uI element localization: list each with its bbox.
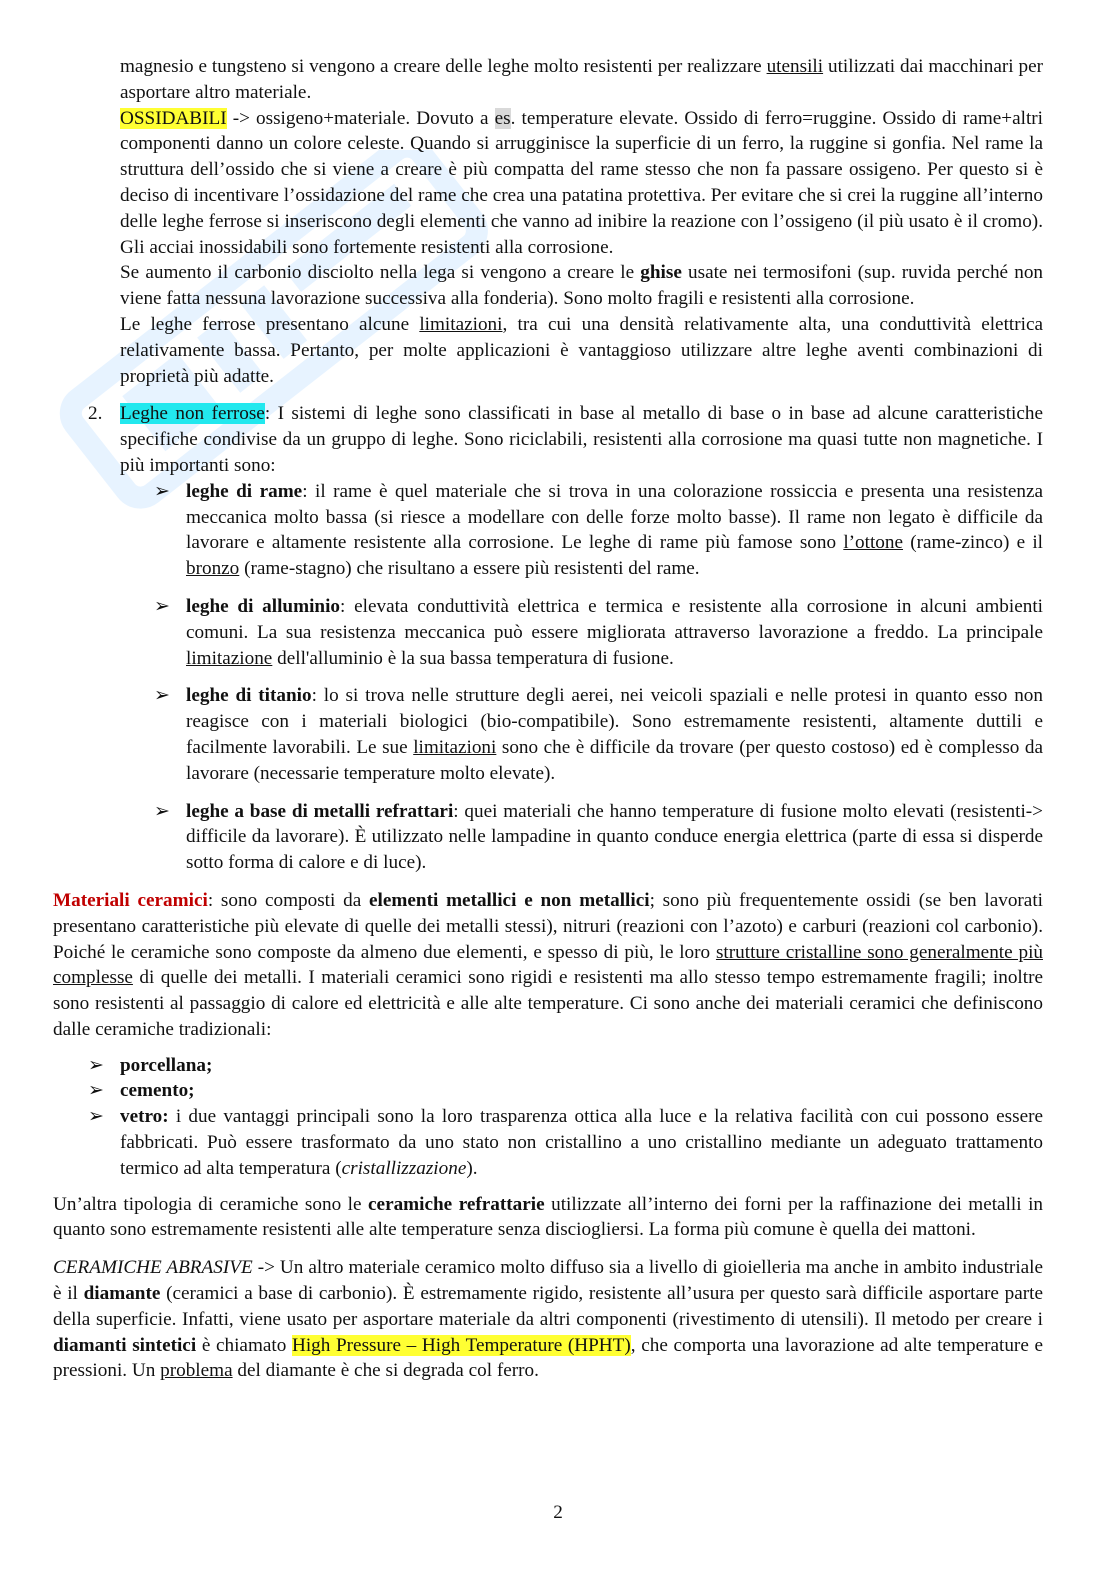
list-item-cemento: ➢ cemento; [120,1078,1043,1104]
arrow-bullet-icon: ➢ [88,1080,105,1102]
arrow-bullet-icon: ➢ [88,1054,105,1076]
page-number: 2 [553,1502,563,1523]
arrow-bullet-icon: ➢ [154,595,171,617]
list-item-leghe-titanio: ➢ leghe di titanio: lo si trova nelle strutture degli aerei, nei veicoli spaziali e nelle protesi in quanto esso non reagisce con i materiali biologici (bio-compatibile). Sono estremamente resistenti, altamente duttili e facilmente lavorabili. Le sue limitazioni sono che è difficile da trovare (per questo costoso) ed è complesso da lavorare (necessarie temperature molto elevate). [154,685,1044,784]
highlight-hpht: High Pressure – High Temperature (HPHT) [291,1334,631,1356]
list-item-porcellana: ➢ porcellana; [120,1053,1043,1079]
paragraph-ceramiche-abrasive: CERAMICHE ABRASIVE -> Un altro materiale ceramico molto diffuso sia a livello di gioielleria ma anche in ambito industriale è il diamante (ceramici a base di carbonio). È estremamente rigido, resistente all’usura per questo sarà difficile asportare parte della superficie. Infatti, viene usato per asportare materiale da altri componenti (rivestimento di utensili). Il metodo per creare i diamanti sintetici è chiamato High Pressure – High Temperature (HPHT), che comporta una lavorazione ad alte temperature e pressioni. Un problema del diamante è che si degrada col ferro. [53,1257,1044,1382]
arrow-bullet-icon: ➢ [154,800,171,822]
arrow-bullet-icon: ➢ [154,480,171,502]
paragraph-limitazioni: Le leghe ferrose presentano alcune limitazioni, tra cui una densità relativamente alta, una conduttività elettrica relativamente bassa. Pertanto, per molte applicazioni è vantaggioso utilizzare altre leghe aventi combinazioni di proprietà più adatte. [120,313,1043,387]
highlight-ossidabili: OSSIDABILI [120,107,227,129]
list-item-leghe-refrattari: ➢ leghe a base di metalli refrattari: quei materiali che hanno temperature di fusione molto elevati (resistenti-> difficile da lavorare). È utilizzato nelle lampadine in quanto conduce energia elettrica (parte di essa si disperde sotto forma di calore e di luce). [154,800,1043,874]
list-item-leghe-non-ferrose: 2. Leghe non ferrose: I sistemi di leghe sono classificati in base al metallo di base o in base ad alcune caratteristiche specifiche condivise da un gruppo di leghe. Sono riciclabili, resistenti alla corrosione ma quasi tutte non magnetiche. I più importanti sono: [88,403,1044,476]
leghe-list [154,479,1044,876]
arrow-bullet-icon: ➢ [154,685,171,707]
list-number: 2. [88,403,103,425]
arrow-bullet-icon: ➢ [88,1106,105,1128]
heading-materiali-ceramici: Materiali ceramici [53,889,208,911]
paragraph-materiali-ceramici: Materiali ceramici: sono composti da elementi metallici e non metallici; sono più frequentemente ossidi (se ben lavorati presentano caratteristiche più elevate di quelle dei metalli stessi), nitruri (reazioni con l’azoto) e carburi (reazioni col carbonio). Poiché le ceramiche sono composte da almeno due elementi, e spesso di più, le loro strutture cristalline sono generalmente più complesse di quelle dei metalli. I materiali ceramici sono rigidi e resistenti ma allo stesso tempo estremamente fragili; inoltre sono resistenti al passaggio di calore ed elettricità e alle alte temperature. Ci sono anche dei materiali ceramici che definiscono dalle ceramiche tradizionali: [53,889,1043,1040]
paragraph-ossidabili: OSSIDABILI -> ossigeno+materiale. Dovuto a es. temperature elevate. Ossido di ferro=ruggine. Ossido di rame+altri componenti danno un colore celeste. Quando si arrugginisce la superficie di un ferro, la ruggine si gonfia. Nel rame la struttura dell’ossido che si viene a creare è più compatta del rame stesso che non fa passare ossigeno. Per questo si è deciso di incentivare l’ossidazione del rame che crea una patatina protettiva. Per evitare che si crei la ruggine all’interno delle leghe ferrose si inseriscono degli elementi che vanno ad inibire la reazione con l’ossigeno (il più usato è il cromo). Gli acciai inossidabili sono fortemente resistenti alla corrosione. [120,107,1044,258]
list-item-leghe-rame: ➢ leghe di rame: il rame è quel materiale che si trova in una colorazione rossiccia e presenta una resistenza meccanica molto bassa (si riesce a modellare con delle forze molto basse). Il rame non legato è difficile da lavorare e altamente resistente alla corrosione. Le leghe di rame più famose sono l’ottone (rame-zinco) e il bronzo (rame-stagno) che risultano a essere più resistenti del rame. [154,480,1044,580]
ceramiche-list [88,1053,1043,1182]
document-body [53,54,1043,1384]
highlight-leghe-non-ferrose: Leghe non ferrose [120,403,265,425]
paragraph-tungsteno: magnesio e tungsteno si vengono a creare delle leghe molto resistenti per realizzare utensili utilizzati dai macchinari per asportare altro materiale. [120,56,1043,103]
paragraph-ceramiche-refrattarie: Un’altra tipologia di ceramiche sono le ceramiche refrattarie utilizzate all’interno dei forni per la raffinazione dei metalli in quanto sono estremamente resistenti alle alte temperature senza disciogliersi. La forma più comune è quella dei mattoni. [53,1193,1043,1241]
list-item-vetro: ➢ vetro: i due vantaggi principali sono la loro trasparenza ottica alla luce e la relativa facilità con cui possono essere fabbricati. Può essere trasformato da uno stato non cristallino a uno cristallino mediante un adeguato trattamento termico ad alta temperatura (cristallizzazione). [88,1106,1043,1179]
list-item-leghe-alluminio: ➢ leghe di alluminio: elevata conduttività elettrica e termica e resistente alla corrosione in alcuni ambienti comuni. La sua resistenza meccanica può essere migliorata attraverso lavorazione a freddo. La principale limitazione dell'alluminio è la sua bassa temperatura di fusione. [154,595,1043,669]
paragraph-ghise: Se aumento il carbonio disciolto nella lega si vengono a creare le ghise usate nei termosifoni (sup. ruvida perché non viene fatta nessuna lavorazione successiva alla fonderia). Sono molto fragili e resistenti alla corrosione. [120,262,1043,310]
